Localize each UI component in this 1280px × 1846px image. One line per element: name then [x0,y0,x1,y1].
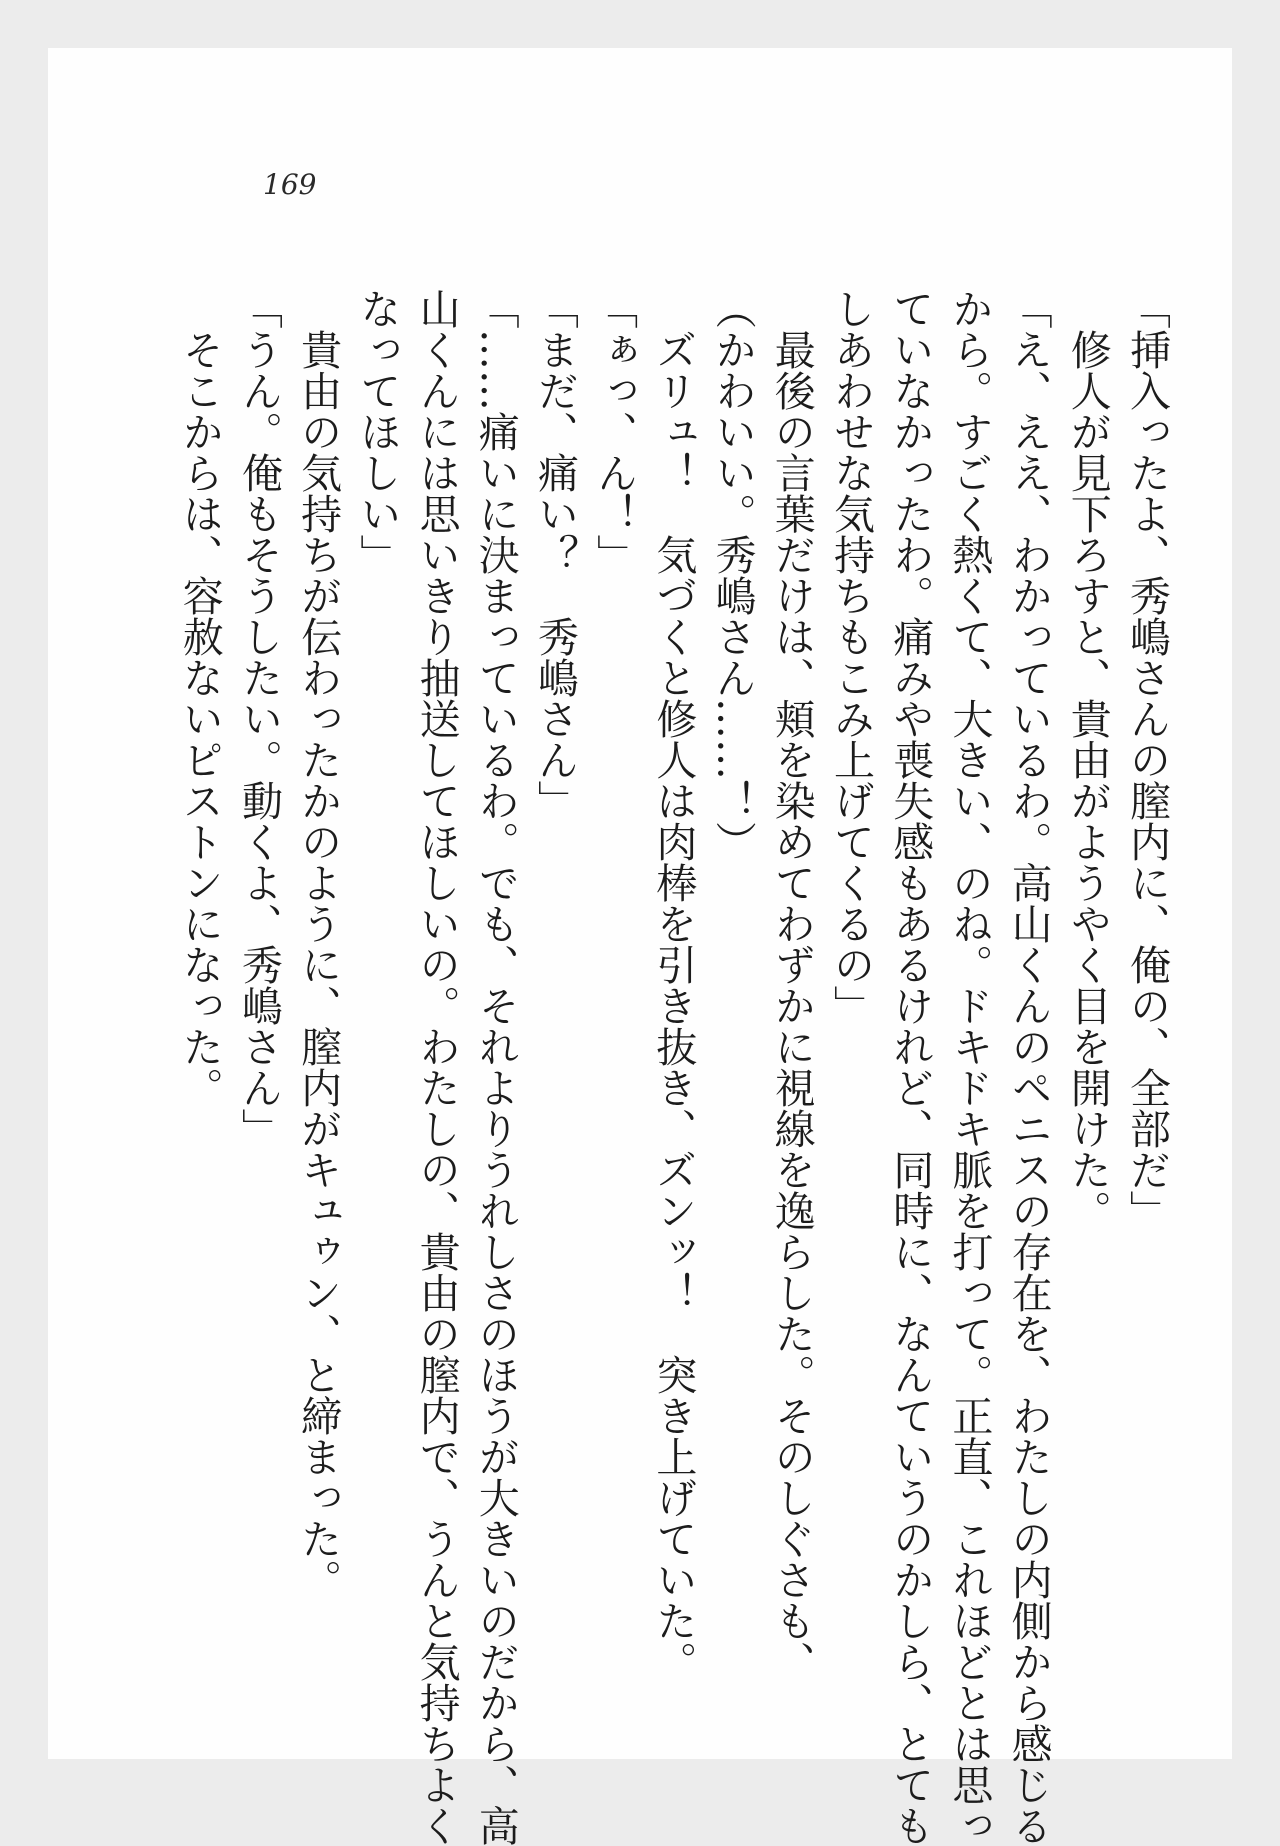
text-line: から。すごく熱くて、大きい、のね。ドキドキ脈を打って。正直、これほどとは思っ [945,288,994,1846]
text-line: 「挿入ったよ、秀嶋さんの膣内に、俺の、全部だ」 [1123,288,1171,1231]
text-line: ズリュ！ 気づくと修人は肉棒を引き抜き、ズンッ！ 突き上げていた。 [649,329,698,1682]
page-number: 169 [263,168,317,201]
text-line: なってほしい」 [353,288,402,575]
text-line: 修人が見下ろすと、貴由がようやく目を開けた。 [1063,329,1112,1231]
text-line: 「まだ、痛い？ 秀嶋さん」 [530,288,579,821]
text-line: 「……痛いに決まっているわ。でも、それよりうれしさのほうが大きいのだから、高 [471,288,520,1846]
text-line: 最後の言葉だけは、頬を染めてわずかに視線を逸らした。そのしぐさも、 [767,329,816,1682]
text-line: 山くんには思いきり抽送してほしいの。わたしの、貴由の膣内で、うんと気持ちよく [412,288,461,1846]
text-line: そこからは、容赦ないピストンになった。 [175,329,224,1108]
text-line: 「ぁっ、ん！」 [590,288,639,575]
text-line: ていなかったわ。痛みや喪失感もあるけれど、同時に、なんていうのかしら、とても [886,288,935,1846]
text-line: 「え、ええ、わかっているわ。高山くんのペニスの存在を、わたしの内側から感じる [1004,288,1053,1846]
page-body-text [175,288,1176,1846]
text-line: しあわせな気持ちもこみ上げてくるの」 [826,288,875,1026]
book-page [48,48,1232,1846]
text-line: （かわいい。秀嶋さん……！） [708,288,757,862]
text-line: 貴由の気持ちが伝わったかのように、膣内がキュゥン、と締まった。 [294,329,343,1600]
text-line: 「うん。俺もそうしたい。動くよ、秀嶋さん」 [234,288,283,1149]
